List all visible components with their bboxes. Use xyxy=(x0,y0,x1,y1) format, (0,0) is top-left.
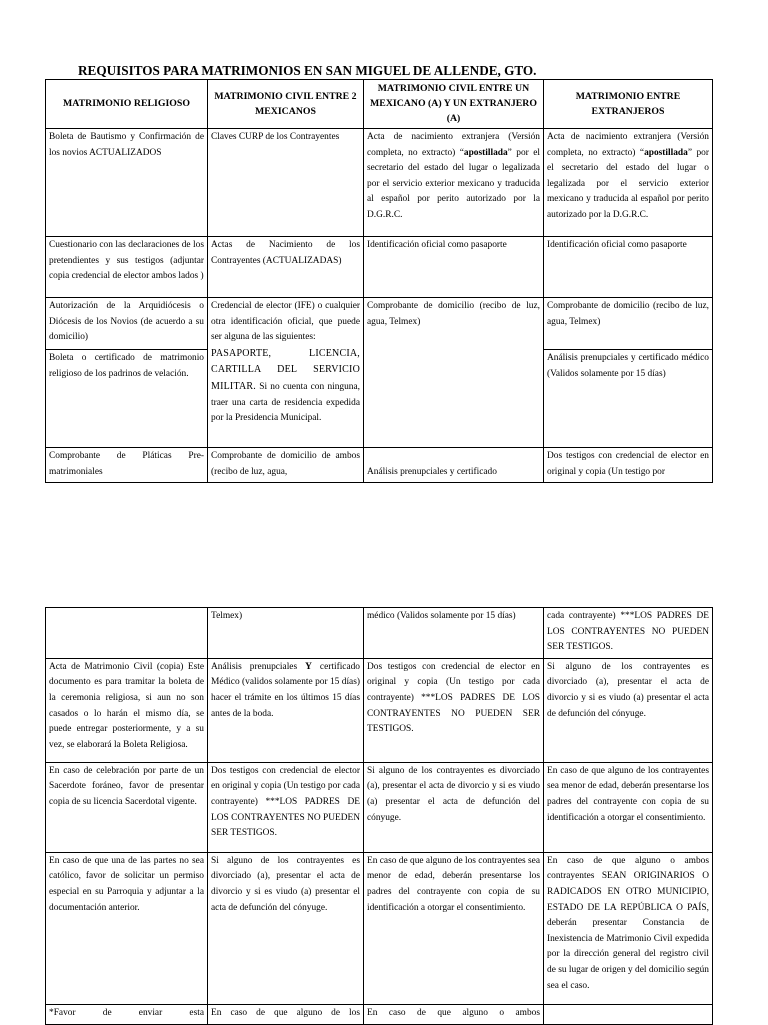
table-row xyxy=(46,1004,713,1024)
cell-list-text: PASAPORTE, LICENCIA, CARTILLA DEL SERVICIO MILITAR. xyxy=(211,347,360,392)
document-title: REQUISITOS PARA MATRIMONIOS EN SAN MIGUEL DE ALLENDE, GTO. xyxy=(78,63,537,78)
cell-civil-mexicanos: Si alguno de los contrayentes es divorciado (a), presentar el acta de divorcio y si es viudo (a) presentar el acta de defunción del cónyuge. xyxy=(208,852,364,1004)
cell-civil-mixto: Identificación oficial como pasaporte xyxy=(364,237,544,298)
table-row xyxy=(46,448,713,483)
cell-text: Si no cuenta con ninguna, traer una carta de residencia expedida por la Presidencia Municipal. xyxy=(211,381,360,424)
cell-extranjeros: Identificación oficial como pasaporte xyxy=(544,237,713,298)
cell-civil-mexicanos: Actas de Nacimiento de los Contrayentes (ACTUALIZADAS) xyxy=(208,237,364,298)
cell-text: ” por el secretario del estado del lugar o legalizada por el servicio exterior mexicano y traducida al español por perito autorizado por la D.G.R.C. xyxy=(547,147,709,220)
header-row xyxy=(46,80,713,129)
cell-civil-mexicanos: Telmex) xyxy=(208,608,364,659)
table-row xyxy=(46,762,713,852)
table-row xyxy=(46,298,713,350)
cell-civil-mixto: Análisis prenupciales y certificado xyxy=(364,448,544,483)
cell-bold-text: apostillada xyxy=(463,147,508,158)
cell-religioso: En caso de celebración por parte de un Sacerdote foráneo, favor de presentar copia de su licencia Sacerdotal vigente. xyxy=(46,762,208,852)
cell-civil-mexicanos xyxy=(208,658,364,762)
table-row xyxy=(46,658,713,762)
table-row xyxy=(46,608,713,659)
cell-extranjeros: Comprobante de domicilio (recibo de luz, agua, Telmex) xyxy=(544,298,713,350)
cell-extranjeros: En caso de que alguno o ambos contrayentes SEAN ORIGINARIOS O RADICADOS EN OTRO MUNICIPIO, ESTADO DE LA REPÚBLICA O PAÍS, deberán presentar Constancia de Inexistencia de Matrimonio Civil expedida por la dirección general del registro civil de su lugar de origen y del domicilio según sea el caso. xyxy=(544,852,713,1004)
cell-extranjeros: Dos testigos con credencial de elector en original y copia (Un testigo por xyxy=(544,448,713,483)
requirements-table-bottom xyxy=(45,607,713,1025)
cell-religioso: Cuestionario con las declaraciones de los pretendientes y sus testigos (adjuntar copia credencial de elector ambos lados ) xyxy=(46,237,208,298)
cell-text: Acta de nacimiento extranjera (Versión completa, no extracto) “ xyxy=(367,132,540,158)
cell-civil-mixto: En caso de que alguno de los contrayentes sea menor de edad, deberán presentarse los padres del contrayente con copia de su identificación a otorgar el consentimiento. xyxy=(364,852,544,1004)
cell-religioso: Boleta o certificado de matrimonio religioso de los padrinos de velación. xyxy=(46,350,208,448)
cell-text: certificado Médico (validos solamente por 15 días) hacer el trámite en los últimos 15 días antes de la boda. xyxy=(211,661,360,719)
cell-extranjeros: Si alguno de los contrayentes es divorciado (a), presentar el acta de divorcio y si es viudo (a) presentar el acta de defunción del cónyuge. xyxy=(544,658,713,762)
requirements-table-top xyxy=(45,79,713,483)
cell-civil-mexicanos xyxy=(208,298,364,448)
cell-civil-mexicanos: En caso de que alguno de los xyxy=(208,1004,364,1024)
cell-religioso: Autorización de la Arquidiócesis o Diócesis de los Novios (de acuerdo a su domicilio) xyxy=(46,298,208,350)
cell-extranjeros: Análisis prenupciales y certificado médico (Validos solamente por 15 días) xyxy=(544,350,713,448)
col-header-extranjeros: MATRIMONIO ENTRE EXTRANJEROS xyxy=(544,80,713,129)
cell-religioso: Boleta de Bautismo y Confirmación de los novios ACTUALIZADOS xyxy=(46,129,208,237)
cell-religioso: Acta de Matrimonio Civil (copia) Este documento es para tramitar la boleta de la ceremonia religiosa, si aun no son casados o lo harán el mismo día, se puede entregar posteriormente, y a su vez, se elaborará la Boleta Religiosa. xyxy=(46,658,208,762)
cell-religioso: En caso de que una de las partes no sea católico, favor de solicitar un permiso especial en su Parroquia y adjuntar a la documentación anterior. xyxy=(46,852,208,1004)
cell-text: Análisis prenupciales xyxy=(211,661,306,672)
cell-extranjeros xyxy=(544,1004,713,1024)
cell-extranjeros: cada contrayente) ***LOS PADRES DE LOS CONTRAYENTES NO PUEDEN SER TESTIGOS. xyxy=(544,608,713,659)
cell-religioso: Comprobante de Pláticas Pre-matrimoniales xyxy=(46,448,208,483)
cell-text: Credencial de elector (IFE) o cualquier otra identificación oficial, que puede ser alguna de las siguientes: xyxy=(211,301,360,343)
col-header-religioso: MATRIMONIO RELIGIOSO xyxy=(46,80,208,129)
cell-civil-mexicanos: Dos testigos con credencial de elector en original y copia (Un testigo por cada contrayente) ***LOS PADRES DE LOS CONTRAYENTES NO PUEDEN SER TESTIGOS. xyxy=(208,762,364,852)
cell-civil-mixto: Comprobante de domicilio (recibo de luz, agua, Telmex) xyxy=(364,298,544,448)
cell-civil-mixto: médico (Validos solamente por 15 días) xyxy=(364,608,544,659)
cell-religioso: *Favor de enviar esta xyxy=(46,1004,208,1024)
cell-civil-mixto: En caso de que alguno o ambos xyxy=(364,1004,544,1024)
cell-text: Acta de nacimiento extranjera (Versión completa, no extracto) “ xyxy=(547,132,709,158)
cell-extranjeros xyxy=(544,129,713,237)
table-row xyxy=(46,129,713,237)
cell-text: ” por el secretario del estado del lugar o legalizada por el servicio exterior mexicano y traducida al español por perito autorizado por la D.G.R.C. xyxy=(367,147,540,220)
cell-civil-mixto: Dos testigos con credencial de elector en original y copia (Un testigo por cada contrayente) ***LOS PADRES DE LOS CONTRAYENTES NO PUEDEN SER TESTIGOS. xyxy=(364,658,544,762)
cell-extranjeros: En caso de que alguno de los contrayentes sea menor de edad, deberán presentarse los padres del contrayente con copia de su identificación a otorgar el consentimiento. xyxy=(544,762,713,852)
cell-bold-text: apostillada xyxy=(644,147,688,158)
cell-civil-mexicanos: Comprobante de domicilio de ambos (recibo de luz, agua, xyxy=(208,448,364,483)
cell-civil-mexicanos: Claves CURP de los Contrayentes xyxy=(208,129,364,237)
cell-civil-mixto xyxy=(364,129,544,237)
cell-bold-text: Y xyxy=(305,661,312,672)
table-row xyxy=(46,237,713,298)
col-header-civil-mexicanos: MATRIMONIO CIVIL ENTRE 2 MEXICANOS xyxy=(208,80,364,129)
cell-civil-mixto: Si alguno de los contrayentes es divorciado (a), presentar el acta de divorcio y si es viudo (a) presentar el acta de defunción del cónyuge. xyxy=(364,762,544,852)
table-row xyxy=(46,852,713,1004)
col-header-civil-mixto: MATRIMONIO CIVIL ENTRE UN MEXICANO (A) Y UN EXTRANJERO (A) xyxy=(364,80,544,129)
cell-religioso xyxy=(46,608,208,659)
